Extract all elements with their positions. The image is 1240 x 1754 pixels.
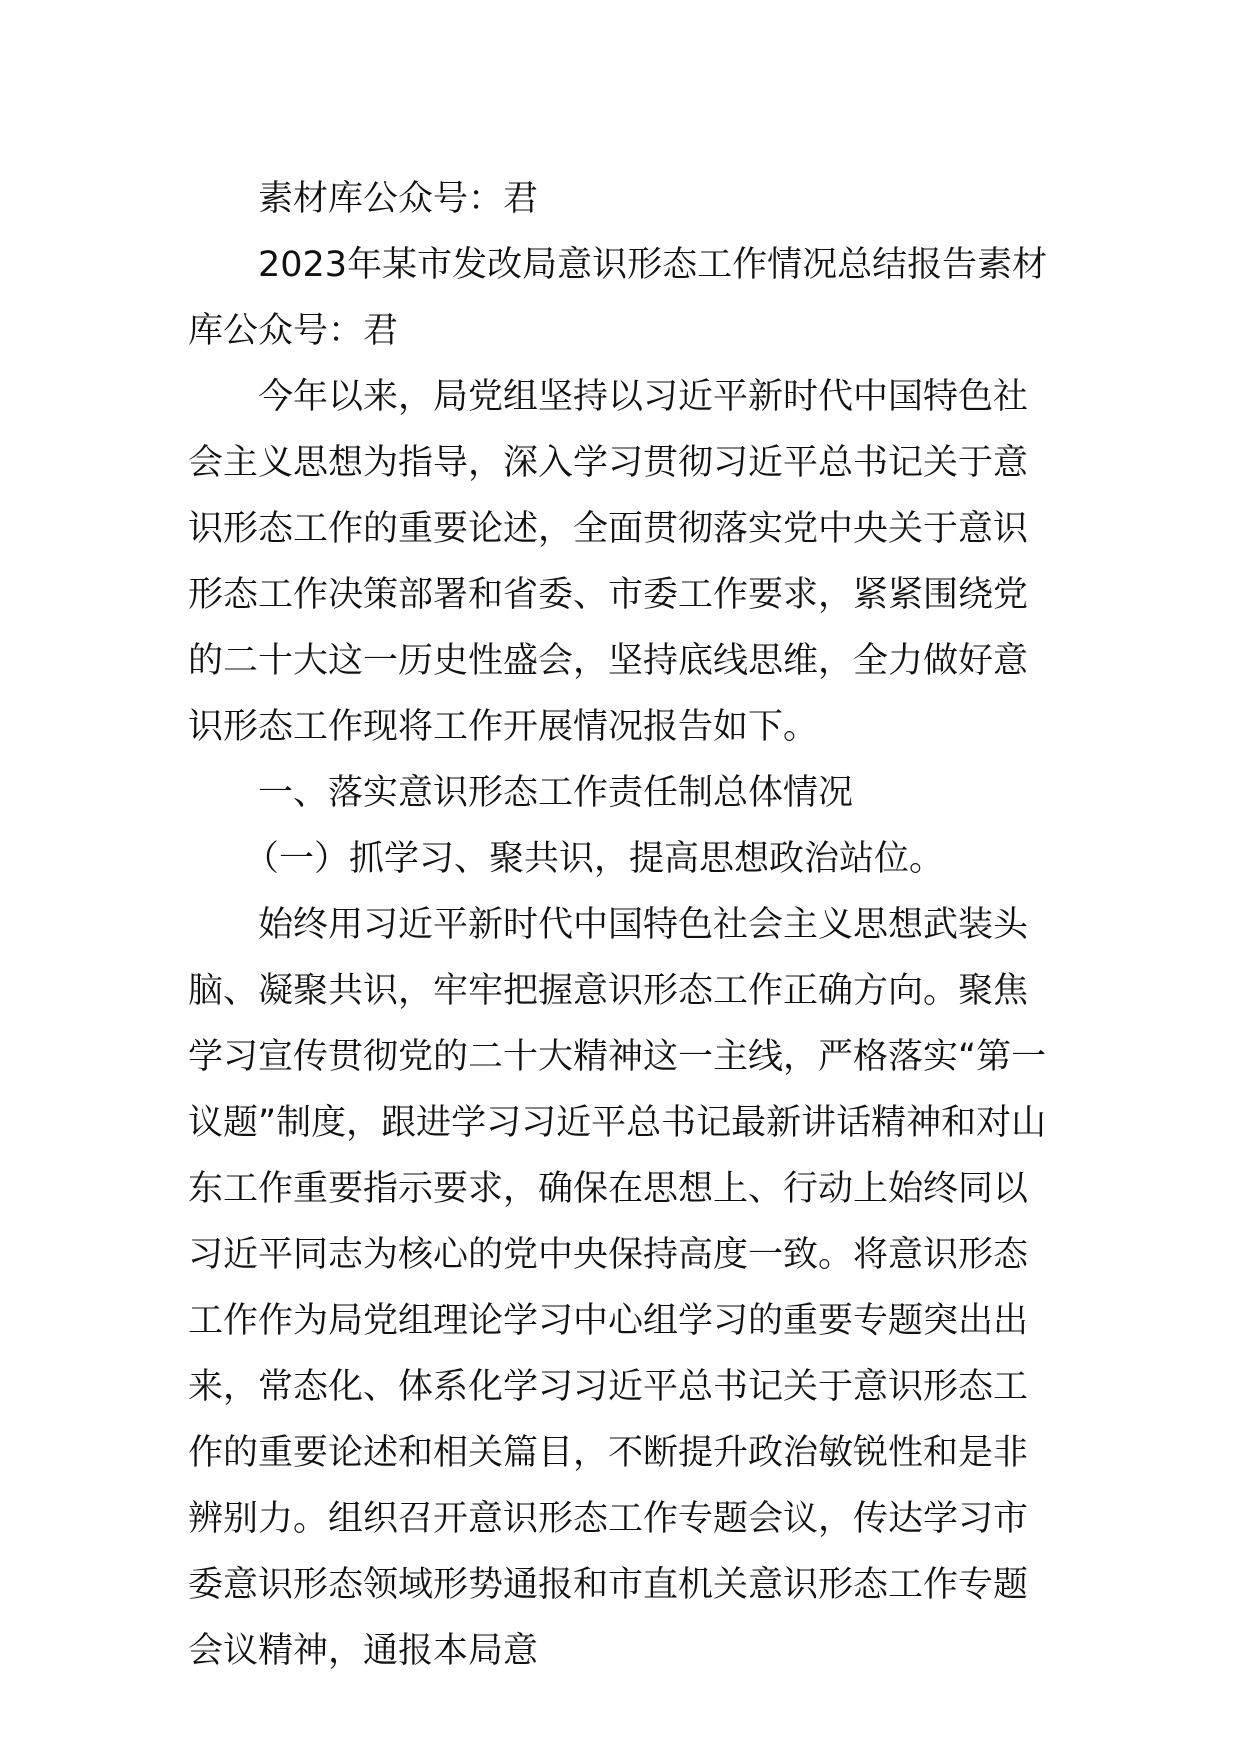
section-heading: 一、落实意识形态工作责任制总体情况 [258,773,854,813]
body-paragraph: 始终用习近平新时代中国特色社会主义思想武装头脑、凝聚共识，牢牢把握意识形态工作正确方向。聚焦学习宣传贯彻党的二十大精神这一主线，严格落实“第一议题”制度，跟进学习习近平总书记最新讲话精神和对山东工作重要指示要求，确保在思想上、行动上始终同以习近平同志为核心的党中央保持高度一致。将意识形态工作作为局党组理论学习中心组学习的重要专题突出出来，常态化、体系化学习习近平总书记关于意识形态工作的重要论述和相关篇目，不断提升政治敏锐性和是非辨别力。组织召开意识形态工作专题会议，传达学习市委意识形态领域形势通报和市直机关意识形态工作专题会议精神，通报本局意 [188,905,1047,1671]
source-note: 素材库公众号：君 [258,179,539,219]
document-title: 2023年某市发改局意识形态工作情况总结报告素材库公众号：君 [188,245,1048,351]
document-body [188,166,1060,1684]
intro-paragraph: 今年以来，局党组坚持以习近平新时代中国特色社会主义思想为指导，深入学习贯彻习近平总书记关于意识形态工作的重要论述，全面贯彻落实党中央关于意识形态工作决策部署和省委、市委工作要求，紧紧围绕党的二十大这一历史性盛会，坚持底线思维，全力做好意识形态工作现将工作开展情况报告如下。 [188,377,1029,747]
subsection-heading: （一）抓学习、聚共识，提高思想政治站位。 [244,839,945,879]
